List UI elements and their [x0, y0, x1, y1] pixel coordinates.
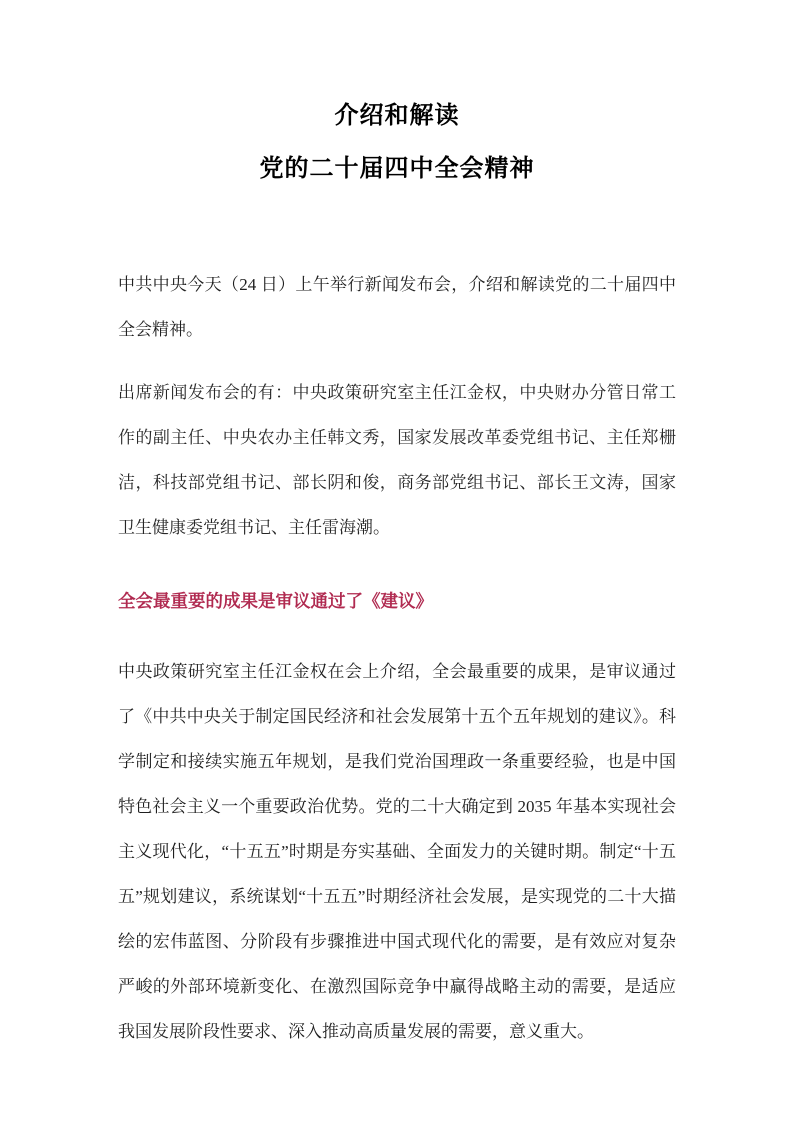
section-heading-red: 全会最重要的成果是审议通过了《建议》: [118, 591, 433, 611]
document-title-line1: 介绍和解读: [334, 102, 460, 129]
document-title-line2: 党的二十届四中全会精神: [259, 155, 535, 182]
paragraph-attendees: 出席新闻发布会的有：中央政策研究室主任江金权，中央财办分管日常工作的副主任、中央农办主任韩文秀，国家发展改革委党组书记、主任郑栅洁，科技部党组书记、部长阴和俊，商务部党组书记、部长王文涛，国家卫生健康委党组书记、主任雷海潮。: [118, 383, 676, 537]
paragraph-announcement: 中共中央今天（24 日）上午举行新闻发布会，介绍和解读党的二十届四中全会精神。: [118, 275, 676, 339]
paragraph-details: 中央政策研究室主任江金权在会上介绍，全会最重要的成果，是审议通过了《中共中央关于制定国民经济和社会发展第十五个五年规划的建议》。科学制定和接续实施五年规划，是我们党治国理政一条重要经验，也是中国特色社会主义一个重要政治优势。党的二十大确定到 2035 年基本实现社会主义现代化，“十五五”时期是夯实基础、全面发力的关键时期。制定“十五五”规划建议，系统谋划“十五五”时期经济社会发展，是实现党的二十大描绘的宏伟蓝图、分阶段有步骤推进中国式现代化的需要，是有效应对复杂严峻的外部环境新变化、在激烈国际竞争中赢得战略主动的需要，是适应我国发展阶段性要求、深入推动高质量发展的需要，意义重大。: [118, 662, 676, 1041]
